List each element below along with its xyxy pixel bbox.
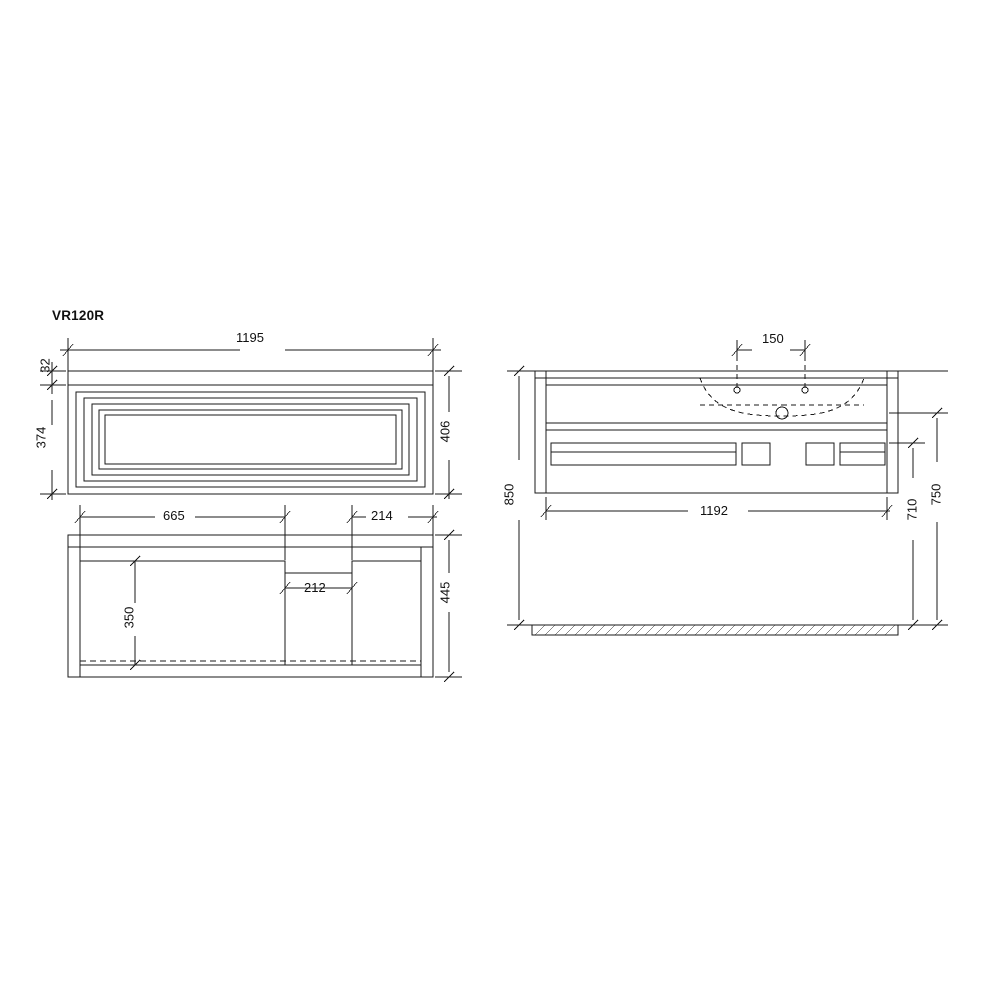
dim-inner-depth-350: 350: [121, 606, 137, 629]
front-elevation-geometry: [68, 371, 433, 494]
plan-view-dimensions: [75, 505, 462, 682]
dim-panel-374: 374: [33, 426, 49, 449]
dim-right-bay-214: 214: [371, 508, 393, 523]
dim-width-1195: 1195: [236, 330, 264, 345]
floor-hatch: [532, 625, 898, 635]
dim-depth-445: 445: [437, 581, 453, 604]
dim-top-height-750: 750: [928, 483, 944, 506]
dim-total-406: 406: [437, 420, 453, 443]
dim-mount-height-850: 850: [501, 483, 517, 506]
dim-rail-height-710: 710: [904, 498, 920, 521]
dim-tap-offset-150: 150: [762, 331, 784, 346]
section-view-dimensions: [507, 340, 948, 630]
dim-top-band-32: 32: [37, 358, 53, 373]
section-view-geometry: [535, 356, 898, 493]
dim-mid-opening-212: 212: [304, 580, 326, 595]
dim-left-bay-665: 665: [163, 508, 185, 523]
front-elevation-dimensions: [37, 338, 462, 500]
dim-body-width-1192: 1192: [700, 503, 728, 518]
page-title: VR120R: [52, 308, 105, 323]
